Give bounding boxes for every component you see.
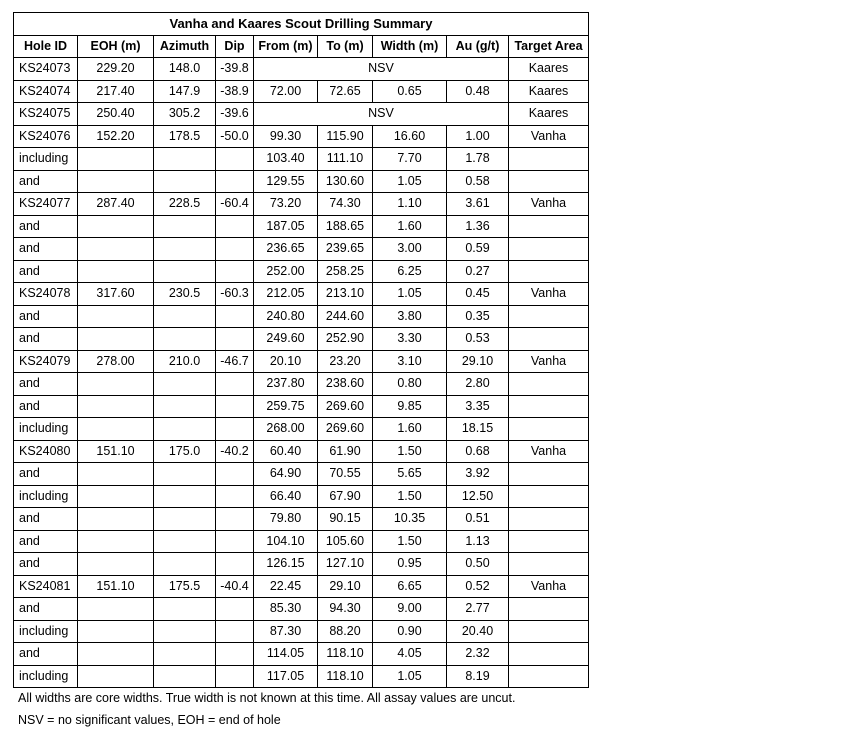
- header-row: [14, 35, 589, 58]
- cell-azimuth: 230.5: [154, 283, 216, 306]
- table-row: [14, 418, 589, 441]
- cell-from: 117.05: [254, 665, 318, 688]
- cell-width: 3.30: [373, 328, 447, 351]
- cell-from: 22.45: [254, 575, 318, 598]
- cell-eoh: [78, 395, 154, 418]
- cell-width: 3.80: [373, 305, 447, 328]
- cell-width: 16.60: [373, 125, 447, 148]
- cell-to: 115.90: [318, 125, 373, 148]
- cell-au: 1.00: [447, 125, 509, 148]
- cell-dip: -39.6: [216, 103, 254, 126]
- cell-dip: -46.7: [216, 350, 254, 373]
- cell-dip: [216, 418, 254, 441]
- cell-hole-id: KS24078: [14, 283, 78, 306]
- cell-from: 259.75: [254, 395, 318, 418]
- cell-azimuth: [154, 620, 216, 643]
- cell-from: 79.80: [254, 508, 318, 531]
- cell-au: 1.36: [447, 215, 509, 238]
- table-row: [14, 530, 589, 553]
- cell-au: 18.15: [447, 418, 509, 441]
- header-eoh: EOH (m): [78, 35, 154, 58]
- cell-dip: [216, 395, 254, 418]
- cell-au: 1.13: [447, 530, 509, 553]
- cell-width: 1.05: [373, 283, 447, 306]
- table-row: [14, 305, 589, 328]
- table-row: [14, 58, 589, 81]
- cell-from: 103.40: [254, 148, 318, 171]
- cell-dip: [216, 530, 254, 553]
- cell-au: 2.32: [447, 643, 509, 666]
- cell-au: 0.27: [447, 260, 509, 283]
- cell-au: 0.53: [447, 328, 509, 351]
- cell-to: 130.60: [318, 170, 373, 193]
- cell-target-area: Vanha: [509, 350, 589, 373]
- cell-width: 1.10: [373, 193, 447, 216]
- cell-target-area: Kaares: [509, 58, 589, 81]
- cell-au: 3.35: [447, 395, 509, 418]
- cell-au: 1.78: [447, 148, 509, 171]
- cell-azimuth: 178.5: [154, 125, 216, 148]
- cell-to: 239.65: [318, 238, 373, 261]
- cell-hole-id: and: [14, 553, 78, 576]
- cell-au: 2.80: [447, 373, 509, 396]
- table-row: [14, 80, 589, 103]
- cell-hole-id: KS24077: [14, 193, 78, 216]
- cell-target-area: [509, 463, 589, 486]
- cell-target-area: Kaares: [509, 80, 589, 103]
- cell-width: 1.50: [373, 440, 447, 463]
- cell-eoh: [78, 215, 154, 238]
- cell-to: 29.10: [318, 575, 373, 598]
- cell-from: 268.00: [254, 418, 318, 441]
- cell-hole-id: KS24080: [14, 440, 78, 463]
- cell-target-area: [509, 260, 589, 283]
- cell-azimuth: [154, 643, 216, 666]
- cell-from: 212.05: [254, 283, 318, 306]
- cell-dip: [216, 215, 254, 238]
- cell-au: 0.51: [447, 508, 509, 531]
- cell-to: 74.30: [318, 193, 373, 216]
- cell-dip: [216, 260, 254, 283]
- cell-au: 2.77: [447, 598, 509, 621]
- cell-dip: -40.2: [216, 440, 254, 463]
- cell-eoh: 250.40: [78, 103, 154, 126]
- cell-au: 8.19: [447, 665, 509, 688]
- cell-eoh: [78, 530, 154, 553]
- table-row: [14, 215, 589, 238]
- cell-eoh: [78, 508, 154, 531]
- cell-width: 0.90: [373, 620, 447, 643]
- table-row: [14, 598, 589, 621]
- table-row: [14, 103, 589, 126]
- cell-au: 0.59: [447, 238, 509, 261]
- cell-target-area: [509, 643, 589, 666]
- header-azimuth: Azimuth: [154, 35, 216, 58]
- cell-to: 118.10: [318, 643, 373, 666]
- cell-hole-id: KS24081: [14, 575, 78, 598]
- cell-azimuth: [154, 148, 216, 171]
- cell-to: 252.90: [318, 328, 373, 351]
- cell-au: 20.40: [447, 620, 509, 643]
- cell-from: 104.10: [254, 530, 318, 553]
- cell-azimuth: [154, 373, 216, 396]
- table-row: [14, 238, 589, 261]
- cell-from: 20.10: [254, 350, 318, 373]
- cell-azimuth: 175.5: [154, 575, 216, 598]
- cell-eoh: 151.10: [78, 440, 154, 463]
- cell-azimuth: [154, 215, 216, 238]
- cell-azimuth: [154, 238, 216, 261]
- table-row: [14, 643, 589, 666]
- cell-eoh: 217.40: [78, 80, 154, 103]
- cell-eoh: [78, 665, 154, 688]
- cell-target-area: Vanha: [509, 283, 589, 306]
- cell-width: 3.10: [373, 350, 447, 373]
- cell-eoh: [78, 373, 154, 396]
- cell-from: 252.00: [254, 260, 318, 283]
- cell-from: 64.90: [254, 463, 318, 486]
- cell-au: 3.61: [447, 193, 509, 216]
- cell-to: 90.15: [318, 508, 373, 531]
- cell-hole-id: and: [14, 238, 78, 261]
- cell-hole-id: and: [14, 643, 78, 666]
- cell-azimuth: [154, 395, 216, 418]
- cell-eoh: [78, 485, 154, 508]
- cell-width: 1.60: [373, 215, 447, 238]
- header-hole-id: Hole ID: [14, 35, 78, 58]
- cell-azimuth: [154, 530, 216, 553]
- cell-to: 67.90: [318, 485, 373, 508]
- cell-azimuth: [154, 418, 216, 441]
- cell-target-area: Vanha: [509, 125, 589, 148]
- cell-width: 4.05: [373, 643, 447, 666]
- cell-hole-id: including: [14, 665, 78, 688]
- header-dip: Dip: [216, 35, 254, 58]
- cell-hole-id: and: [14, 463, 78, 486]
- cell-hole-id: KS24074: [14, 80, 78, 103]
- cell-from: 114.05: [254, 643, 318, 666]
- cell-au: 29.10: [447, 350, 509, 373]
- cell-hole-id: including: [14, 148, 78, 171]
- cell-from: 99.30: [254, 125, 318, 148]
- cell-hole-id: and: [14, 260, 78, 283]
- cell-to: 213.10: [318, 283, 373, 306]
- cell-target-area: [509, 373, 589, 396]
- header-width: Width (m): [373, 35, 447, 58]
- cell-hole-id: KS24075: [14, 103, 78, 126]
- table-row: [14, 553, 589, 576]
- cell-dip: -38.9: [216, 80, 254, 103]
- cell-hole-id: and: [14, 373, 78, 396]
- cell-width: 1.60: [373, 418, 447, 441]
- table-row: [14, 328, 589, 351]
- table-row: [14, 373, 589, 396]
- cell-from: 126.15: [254, 553, 318, 576]
- cell-target-area: [509, 395, 589, 418]
- cell-to: 127.10: [318, 553, 373, 576]
- cell-eoh: 317.60: [78, 283, 154, 306]
- cell-au: 0.68: [447, 440, 509, 463]
- cell-hole-id: and: [14, 508, 78, 531]
- cell-width: 1.05: [373, 170, 447, 193]
- cell-target-area: Kaares: [509, 103, 589, 126]
- cell-to: 23.20: [318, 350, 373, 373]
- cell-azimuth: 228.5: [154, 193, 216, 216]
- cell-eoh: 151.10: [78, 575, 154, 598]
- drilling-summary-sheet: [13, 12, 589, 688]
- cell-dip: [216, 170, 254, 193]
- cell-to: 88.20: [318, 620, 373, 643]
- cell-eoh: 229.20: [78, 58, 154, 81]
- cell-eoh: 287.40: [78, 193, 154, 216]
- cell-eoh: [78, 148, 154, 171]
- cell-to: 94.30: [318, 598, 373, 621]
- table-body: [14, 58, 589, 688]
- table-row: [14, 463, 589, 486]
- cell-target-area: [509, 553, 589, 576]
- cell-hole-id: and: [14, 305, 78, 328]
- cell-hole-id: KS24076: [14, 125, 78, 148]
- cell-hole-id: including: [14, 418, 78, 441]
- cell-hole-id: including: [14, 620, 78, 643]
- cell-dip: [216, 373, 254, 396]
- cell-au: 3.92: [447, 463, 509, 486]
- cell-to: 61.90: [318, 440, 373, 463]
- header-target-area: Target Area: [509, 35, 589, 58]
- cell-from: 85.30: [254, 598, 318, 621]
- cell-au: 0.50: [447, 553, 509, 576]
- cell-hole-id: including: [14, 485, 78, 508]
- cell-target-area: [509, 148, 589, 171]
- cell-dip: [216, 328, 254, 351]
- cell-target-area: Vanha: [509, 440, 589, 463]
- cell-target-area: Vanha: [509, 575, 589, 598]
- cell-azimuth: [154, 665, 216, 688]
- cell-to: 188.65: [318, 215, 373, 238]
- cell-azimuth: [154, 328, 216, 351]
- cell-dip: [216, 238, 254, 261]
- cell-dip: [216, 553, 254, 576]
- cell-azimuth: [154, 170, 216, 193]
- cell-dip: [216, 508, 254, 531]
- cell-eoh: [78, 328, 154, 351]
- cell-width: 9.85: [373, 395, 447, 418]
- cell-hole-id: and: [14, 530, 78, 553]
- table-row: [14, 395, 589, 418]
- cell-azimuth: [154, 598, 216, 621]
- cell-to: 244.60: [318, 305, 373, 328]
- cell-eoh: 152.20: [78, 125, 154, 148]
- cell-au: 0.35: [447, 305, 509, 328]
- cell-azimuth: 175.0: [154, 440, 216, 463]
- cell-hole-id: and: [14, 598, 78, 621]
- cell-eoh: [78, 170, 154, 193]
- cell-azimuth: [154, 305, 216, 328]
- cell-eoh: [78, 260, 154, 283]
- cell-dip: [216, 643, 254, 666]
- cell-eoh: [78, 418, 154, 441]
- cell-azimuth: [154, 463, 216, 486]
- cell-from: 187.05: [254, 215, 318, 238]
- cell-nsv: NSV: [254, 103, 509, 126]
- cell-from: 72.00: [254, 80, 318, 103]
- cell-azimuth: 147.9: [154, 80, 216, 103]
- cell-width: 9.00: [373, 598, 447, 621]
- cell-dip: -60.4: [216, 193, 254, 216]
- cell-from: 60.40: [254, 440, 318, 463]
- cell-from: 237.80: [254, 373, 318, 396]
- cell-width: 6.65: [373, 575, 447, 598]
- cell-from: 73.20: [254, 193, 318, 216]
- cell-to: 118.10: [318, 665, 373, 688]
- cell-eoh: [78, 598, 154, 621]
- table-row: [14, 440, 589, 463]
- cell-dip: -40.4: [216, 575, 254, 598]
- cell-dip: [216, 620, 254, 643]
- cell-from: 240.80: [254, 305, 318, 328]
- cell-dip: -50.0: [216, 125, 254, 148]
- table-row: [14, 260, 589, 283]
- cell-width: 1.50: [373, 530, 447, 553]
- cell-dip: [216, 598, 254, 621]
- cell-to: 111.10: [318, 148, 373, 171]
- cell-dip: [216, 463, 254, 486]
- cell-from: 236.65: [254, 238, 318, 261]
- table-row: [14, 170, 589, 193]
- cell-hole-id: KS24079: [14, 350, 78, 373]
- cell-target-area: [509, 508, 589, 531]
- cell-au: 0.58: [447, 170, 509, 193]
- table-row: [14, 485, 589, 508]
- table-row: [14, 508, 589, 531]
- cell-azimuth: 210.0: [154, 350, 216, 373]
- table-row: [14, 665, 589, 688]
- table-row: [14, 350, 589, 373]
- cell-hole-id: and: [14, 328, 78, 351]
- table-row: [14, 575, 589, 598]
- cell-eoh: [78, 463, 154, 486]
- cell-target-area: [509, 530, 589, 553]
- cell-target-area: [509, 328, 589, 351]
- cell-width: 10.35: [373, 508, 447, 531]
- cell-azimuth: 305.2: [154, 103, 216, 126]
- cell-to: 269.60: [318, 395, 373, 418]
- cell-to: 258.25: [318, 260, 373, 283]
- header-from: From (m): [254, 35, 318, 58]
- cell-width: 1.05: [373, 665, 447, 688]
- cell-from: 87.30: [254, 620, 318, 643]
- cell-au: 0.45: [447, 283, 509, 306]
- header-to: To (m): [318, 35, 373, 58]
- cell-target-area: [509, 305, 589, 328]
- cell-eoh: [78, 643, 154, 666]
- cell-eoh: [78, 620, 154, 643]
- cell-target-area: [509, 485, 589, 508]
- cell-to: 238.60: [318, 373, 373, 396]
- cell-hole-id: and: [14, 395, 78, 418]
- cell-target-area: [509, 170, 589, 193]
- table-title: Vanha and Kaares Scout Drilling Summary: [14, 13, 589, 36]
- cell-dip: -60.3: [216, 283, 254, 306]
- title-row: [14, 13, 589, 36]
- cell-au: 0.48: [447, 80, 509, 103]
- cell-width: 0.80: [373, 373, 447, 396]
- drilling-summary-table: [13, 12, 589, 688]
- cell-au: 0.52: [447, 575, 509, 598]
- cell-azimuth: 148.0: [154, 58, 216, 81]
- cell-dip: -39.8: [216, 58, 254, 81]
- cell-target-area: Vanha: [509, 193, 589, 216]
- cell-width: 5.65: [373, 463, 447, 486]
- cell-eoh: [78, 238, 154, 261]
- cell-eoh: 278.00: [78, 350, 154, 373]
- cell-hole-id: and: [14, 170, 78, 193]
- cell-au: 12.50: [447, 485, 509, 508]
- cell-azimuth: [154, 260, 216, 283]
- cell-to: 70.55: [318, 463, 373, 486]
- cell-from: 249.60: [254, 328, 318, 351]
- cell-target-area: [509, 598, 589, 621]
- cell-width: 3.00: [373, 238, 447, 261]
- cell-eoh: [78, 305, 154, 328]
- cell-to: 72.65: [318, 80, 373, 103]
- cell-dip: [216, 665, 254, 688]
- cell-eoh: [78, 553, 154, 576]
- cell-dip: [216, 305, 254, 328]
- header-au: Au (g/t): [447, 35, 509, 58]
- cell-azimuth: [154, 508, 216, 531]
- table-row: [14, 125, 589, 148]
- note-abbreviations: NSV = no significant values, EOH = end of hole: [18, 713, 281, 727]
- cell-target-area: [509, 418, 589, 441]
- cell-width: 0.95: [373, 553, 447, 576]
- table-row: [14, 620, 589, 643]
- cell-hole-id: KS24073: [14, 58, 78, 81]
- cell-nsv: NSV: [254, 58, 509, 81]
- cell-target-area: [509, 665, 589, 688]
- cell-width: 0.65: [373, 80, 447, 103]
- cell-target-area: [509, 238, 589, 261]
- cell-width: 1.50: [373, 485, 447, 508]
- cell-dip: [216, 485, 254, 508]
- cell-target-area: [509, 215, 589, 238]
- cell-from: 129.55: [254, 170, 318, 193]
- cell-width: 7.70: [373, 148, 447, 171]
- cell-dip: [216, 148, 254, 171]
- cell-target-area: [509, 620, 589, 643]
- cell-from: 66.40: [254, 485, 318, 508]
- table-row: [14, 283, 589, 306]
- cell-azimuth: [154, 485, 216, 508]
- cell-azimuth: [154, 553, 216, 576]
- table-row: [14, 148, 589, 171]
- cell-width: 6.25: [373, 260, 447, 283]
- cell-to: 105.60: [318, 530, 373, 553]
- note-core-widths: All widths are core widths. True width is not known at this time. All assay values are uncut.: [18, 691, 516, 705]
- cell-hole-id: and: [14, 215, 78, 238]
- table-row: [14, 193, 589, 216]
- cell-to: 269.60: [318, 418, 373, 441]
